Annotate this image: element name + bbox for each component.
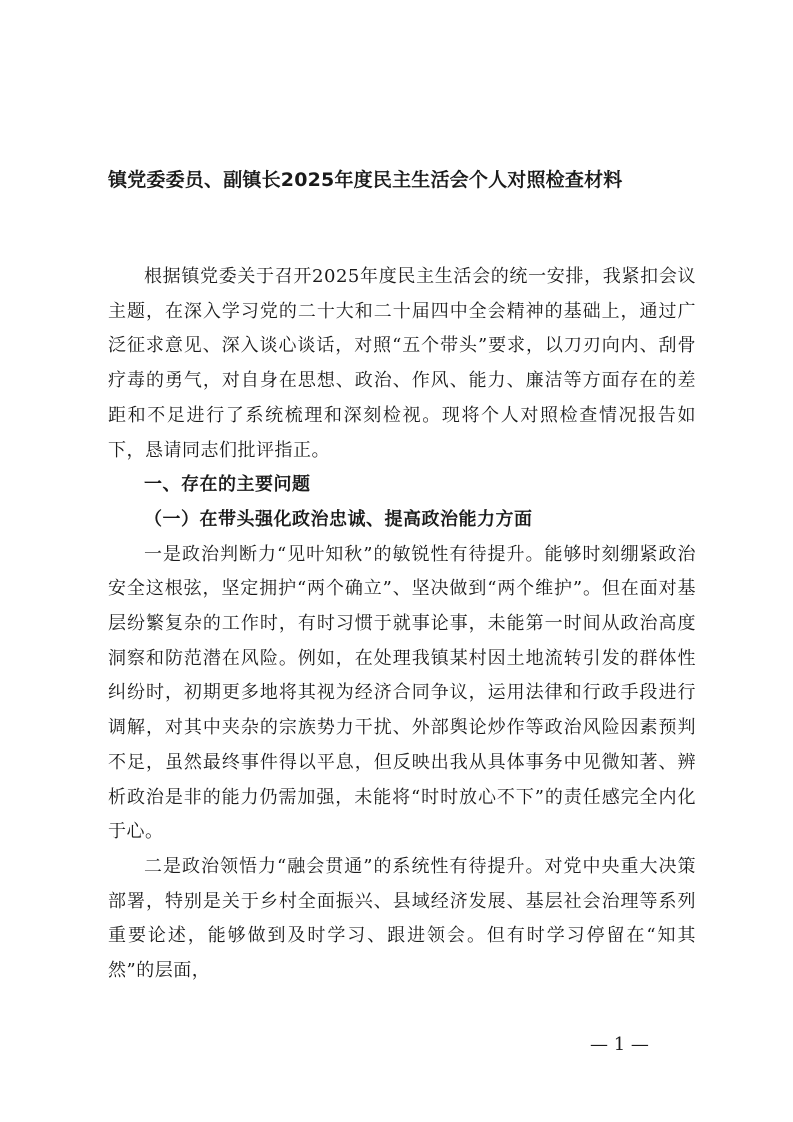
- intro-paragraph: 根据镇党委关于召开2025年度民主生活会的统一安排，我紧扣会议主题，在深入学习党的二十大和二十届四中全会精神的基础上，通过广泛征求意见、深入谈心谈话，对照“五个带头”要求，以刀刃向内、刮骨疗毒的勇气，对自身在思想、政治、作风、能力、廉洁等方面存在的差距和不足进行了系统梳理和深刻检视。现将个人对照检查情况报告如下，恳请同志们批评指正。: [108, 266, 696, 461]
- subsection-heading: （一）在带头强化政治忠诚、提高政治能力方面: [144, 508, 533, 530]
- document-body: [108, 260, 696, 989]
- point-paragraph-2: 二是政治领悟力“融会贯通”的系统性有待提升。对党中央重大决策部署，特别是关于乡村全面振兴、县域经济发展、基层社会治理等系列重要论述，能够做到及时学习、跟进领会。但有时学习停留在“知其然”的层面，: [108, 855, 696, 982]
- document-title: 镇党委委员、副镇长2025年度民主生活会个人对照检查材料: [108, 169, 623, 191]
- section-heading: 一、存在的主要问题: [144, 474, 311, 496]
- page-number: — 1 —: [590, 1034, 649, 1055]
- point-paragraph-1: 一是政治判断力“见叶知秋”的敏锐性有待提升。能够时刻绷紧政治安全这根弦，坚定拥护“两个确立”、坚决做到“两个维护”。但在面对基层纷繁复杂的工作时，有时习惯于就事论事，未能第一时间从政治高度洞察和防范潜在风险。例如，在处理我镇某村因土地流转引发的群体性纠纷时，初期更多地将其视为经济合同争议，运用法律和行政手段进行调解，对其中夹杂的宗族势力干扰、外部舆论炒作等政治风险因素预判不足，虽然最终事件得以平息，但反映出我从具体事务中见微知著、辨析政治是非的能力仍需加强，未能将“时时放心不下”的责任感完全内化于心。: [108, 543, 696, 843]
